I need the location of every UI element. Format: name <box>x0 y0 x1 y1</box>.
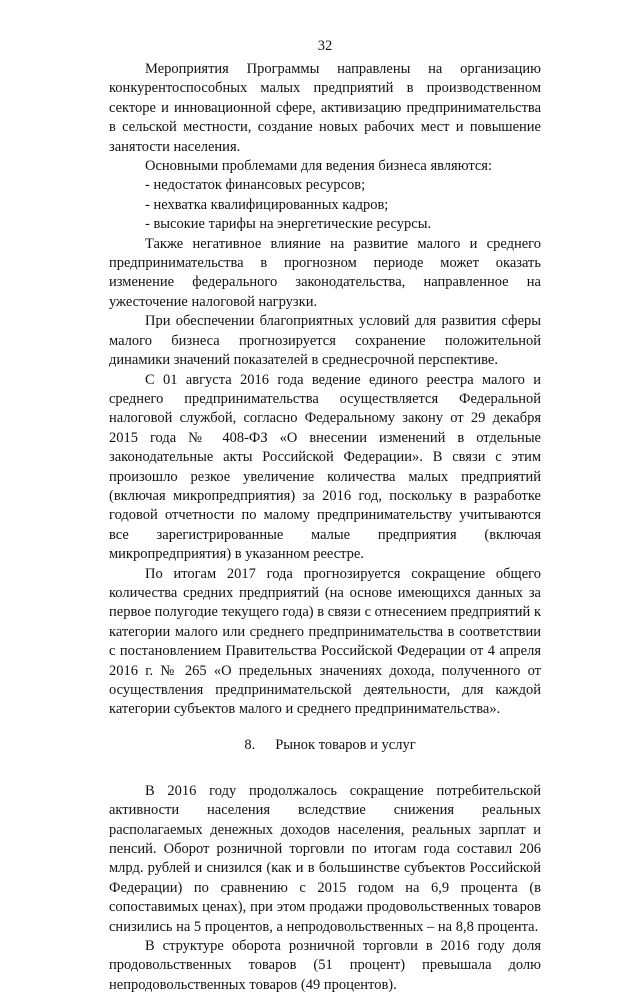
document-page <box>109 36 541 995</box>
paragraph-program-measures: Мероприятия Программы направлены на организацию конкурентоспособных малых предприятий в производственном секторе и инновационной сфере, активизацию предпринимательства в сельской местности, создание новых рабочих мест и повышение занятости населения. <box>109 61 541 155</box>
paragraph-negative-influence: Также негативное влияние на развитие малого и среднего предпринимательства в прогнозном периоде может оказать изменение федерального законодательства, направленное на ужесточение налоговой нагрузки. <box>109 235 541 310</box>
paragraph-favorable-conditions: При обеспечении благоприятных условий для развития сферы малого бизнеса прогнозируется сохранение положительной динамики значений показателей в среднесрочной перспективе. <box>109 313 541 369</box>
paragraph-2017-forecast: По итогам 2017 года прогнозируется сокращение общего количества средних предприятий (на основе имеющихся данных за первое полугодие текущего года) в связи с отнесением предприятий к категории малого или среднего предпринимательства в соответствии с постановлением Правительства Российской Федерации от 4 апреля 2016 г. № 265 «О предельных значениях дохода, полученного от осуществления предпринимательской деятельности, для каждой категории субъектов малого и среднего предпринимательства». <box>109 565 541 718</box>
page-number: 32 <box>317 38 333 54</box>
paragraph-main-problems-intro: Основными проблемами для ведения бизнеса являются: <box>145 158 493 175</box>
section-title: Рынок товаров и услуг <box>275 736 416 753</box>
section-heading <box>109 735 541 755</box>
paragraph-unified-registry: С 01 августа 2016 года ведение единого реестра малого и среднего предпринимательства осуществляется Федеральной налоговой службой, согласно Федеральному закону от 29 декабря 2015 года № 408-ФЗ «О внесении изменений в отдельные законодательные акты Российской Федерации». В связи с этим произошло резкое увеличение количества малых предприятий (включая микропредприятия) за 2016 год, поскольку в разработке годовой отчетности по малому предпринимательству учитываются все зарегистрированные малые предприятия (включая микропредприятия) в указанном реестре. <box>109 371 541 563</box>
problem-list-item: - нехватка квалифицированных кадров; <box>145 196 389 213</box>
problem-list-item: - недостаток финансовых ресурсов; <box>145 177 366 194</box>
paragraph-retail-turnover: В 2016 году продолжалось сокращение потребительской активности населения вследствие снижения реальных располагаемых денежных доходов населения, реальных зарплат и пенсий. Оборот розничной торговли по итогам года составил 206 млрд. рублей и снизился (как и в большинстве субъектов Российской Федерации) по сравнению с 2015 годом на 6,9 процента (в сопоставимых ценах), при этом продажи продовольственных товаров снизились на 5 процентов, а непродовольственных – на 8,8 процента. <box>109 782 541 935</box>
section-number: 8. <box>244 736 256 753</box>
paragraph-retail-structure: В структуре оборота розничной торговли в 2016 году доля продовольственных товаров (51 процент) превышала долю непродовольственных товаров (49 процентов). <box>109 938 541 993</box>
problem-list-item: - высокие тарифы на энергетические ресурсы. <box>145 216 432 233</box>
